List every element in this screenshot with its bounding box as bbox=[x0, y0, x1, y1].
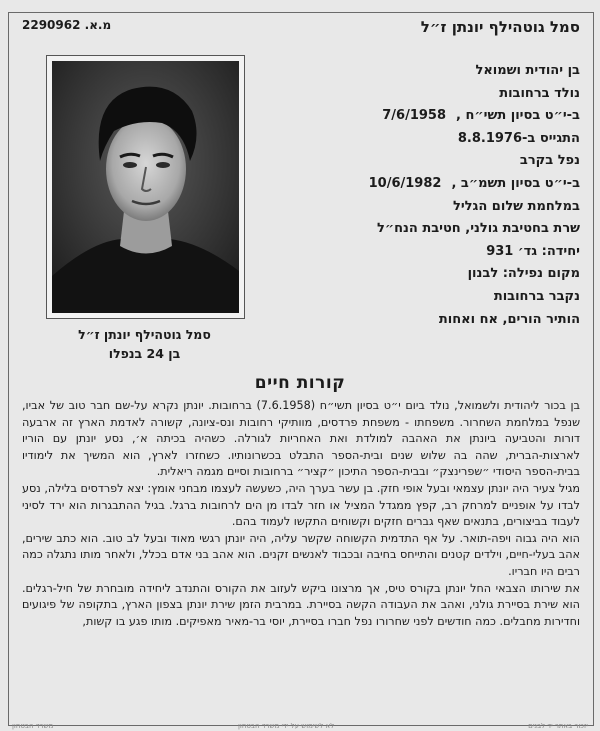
bio-paragraph-3: הוא היה גבוה ויפה-תואר. על אף התדמית הקשוחה שקשר עליה, היה יונתן רגשי מאוד ובעל לב טוב. הוא כתב שירים, אהב בעלי-חיים, וילדים קטנים והתייחס בחיבה ובכבוד לאנשים זקנים. הוא אהב בני אדם בכלל, ולאחר מותו נתגלה כמה רבים היו חבריו. bbox=[22, 531, 580, 578]
detail-born-place: נולד ברחובות bbox=[499, 85, 580, 101]
detail-buried: נקבר ברחובות bbox=[493, 288, 580, 304]
portrait-illustration bbox=[52, 61, 239, 313]
detail-war: במלחמת שלום הגליל bbox=[452, 198, 580, 214]
service-id: מ.א. 2290962 bbox=[22, 18, 112, 32]
page-footer bbox=[8, 722, 592, 731]
portrait-frame bbox=[46, 55, 245, 319]
fell-hebrew-date: ב-י״ט בסיון תשמ״ב , bbox=[451, 175, 580, 191]
caption-name: סמל גוטהילף יונתן ז״ל bbox=[78, 327, 211, 342]
header-title: סמל גוטהילף יונתן ז״ל bbox=[420, 18, 580, 36]
born-gregorian-date: 7/6/1958 bbox=[382, 108, 447, 124]
bio-title: קורות חיים bbox=[254, 373, 346, 393]
bio-paragraph-1: בן בכור ליהודית ולשמואל, נולד ביום י״ט בסיון תשי״ח (7.6.1958) ברחובות. יונתן נקרא על-שם חבר טוב של אביו, שנפל במלחמת השחרור. משפחתו - משפחת פרדסים, מוותיקי רחובות ונס-ציונה, קשורה לאדמת הארץ זה ארבעה דורות והטביעה ביונתן את האהבה למולדת ואת האחריות לגורלה. כשהיה בכיתה א׳, נסע יונתן עם הוריו לארצות-הברית, שהה בה שלוש שנים ובית-הספר התבלט בכשרונותיו. כשחזרו לארץ, הוא המשיך את לימודיו בבית-הספר היסודי ״שפרינצק״ ובבית-הספר התיכון ״קציר״ ברחובות וסיים מגמה ריאלית. bbox=[22, 399, 580, 479]
footer-center: לא לשימוש על ידי משרד הבטחון bbox=[238, 722, 335, 730]
enlisted-label: התגייס ב- bbox=[522, 130, 580, 146]
detail-place-fell: מקום נפילה: לבנון bbox=[467, 266, 580, 282]
enlisted-date: 8.8.1976 bbox=[457, 130, 523, 146]
detail-unit-service: שרת בחטיבת גולני, חטיבת הנח״ל bbox=[376, 221, 580, 237]
detail-fell-date bbox=[255, 173, 580, 196]
fell-gregorian-date: 10/6/1982 bbox=[368, 175, 442, 191]
footer-right: יזכור באתר יד לבנים bbox=[528, 722, 588, 730]
biographical-details bbox=[255, 60, 580, 331]
bio-paragraph-2: מגיל צעיר היה יונתן עצמאי ובעל אופי חזק. בן עשר בערך היה, כשעשה לעצמו מבחני אומץ: יצא לפרדסים בלילה, נסע לבדו על אופניים למרחק רב, קפץ ממגדל המציל או חזר לבדו מן הים לרחובות ברגל. בגיל ההתבגרות הוא ירד לסיני לעבוד בביצורים, בתנאים שאף גברים חזקים וקשוחים התקשו לעמוד בהם. bbox=[22, 481, 580, 529]
bio-paragraph-4: את שירותו הצבאי החל יונתן בקורס טיס, אך מרצונו ביקש לעזוב את הקורס והתנדב ליחידה מובחרת של חיל-רגלים. הוא שירת בסיירת גולני, ואהב את העבודה הקשה בסיירת. במרבית הזמן שירת יונתן בצפון הארץ, בתקופה של פיגועים וחדירות מחבלים. כמה חודשים לפני שחרורו נפל חברו בסיירת, יוסי בר-מאיר מאפיקים. מותו פגע בו קשות, bbox=[22, 581, 580, 628]
detail-parents: בן יהודית ושמואל bbox=[475, 63, 580, 78]
portrait-photo bbox=[52, 61, 239, 313]
detail-unit: יחידה: גד׳ 931 bbox=[486, 243, 580, 259]
detail-survivors: הותיר הורים, אח ואחות bbox=[438, 311, 580, 327]
detail-enlisted bbox=[255, 128, 580, 151]
detail-fell: נפל בקרב bbox=[519, 153, 580, 169]
detail-born-date bbox=[255, 105, 580, 128]
photo-caption bbox=[46, 325, 243, 363]
bio-text bbox=[22, 398, 580, 630]
caption-age: בן 24 בנפלו bbox=[108, 346, 181, 361]
born-hebrew-date: ב-י״ט בסיון תשי״ח , bbox=[456, 108, 580, 124]
footer-left: משרד הבטחון bbox=[12, 722, 54, 730]
